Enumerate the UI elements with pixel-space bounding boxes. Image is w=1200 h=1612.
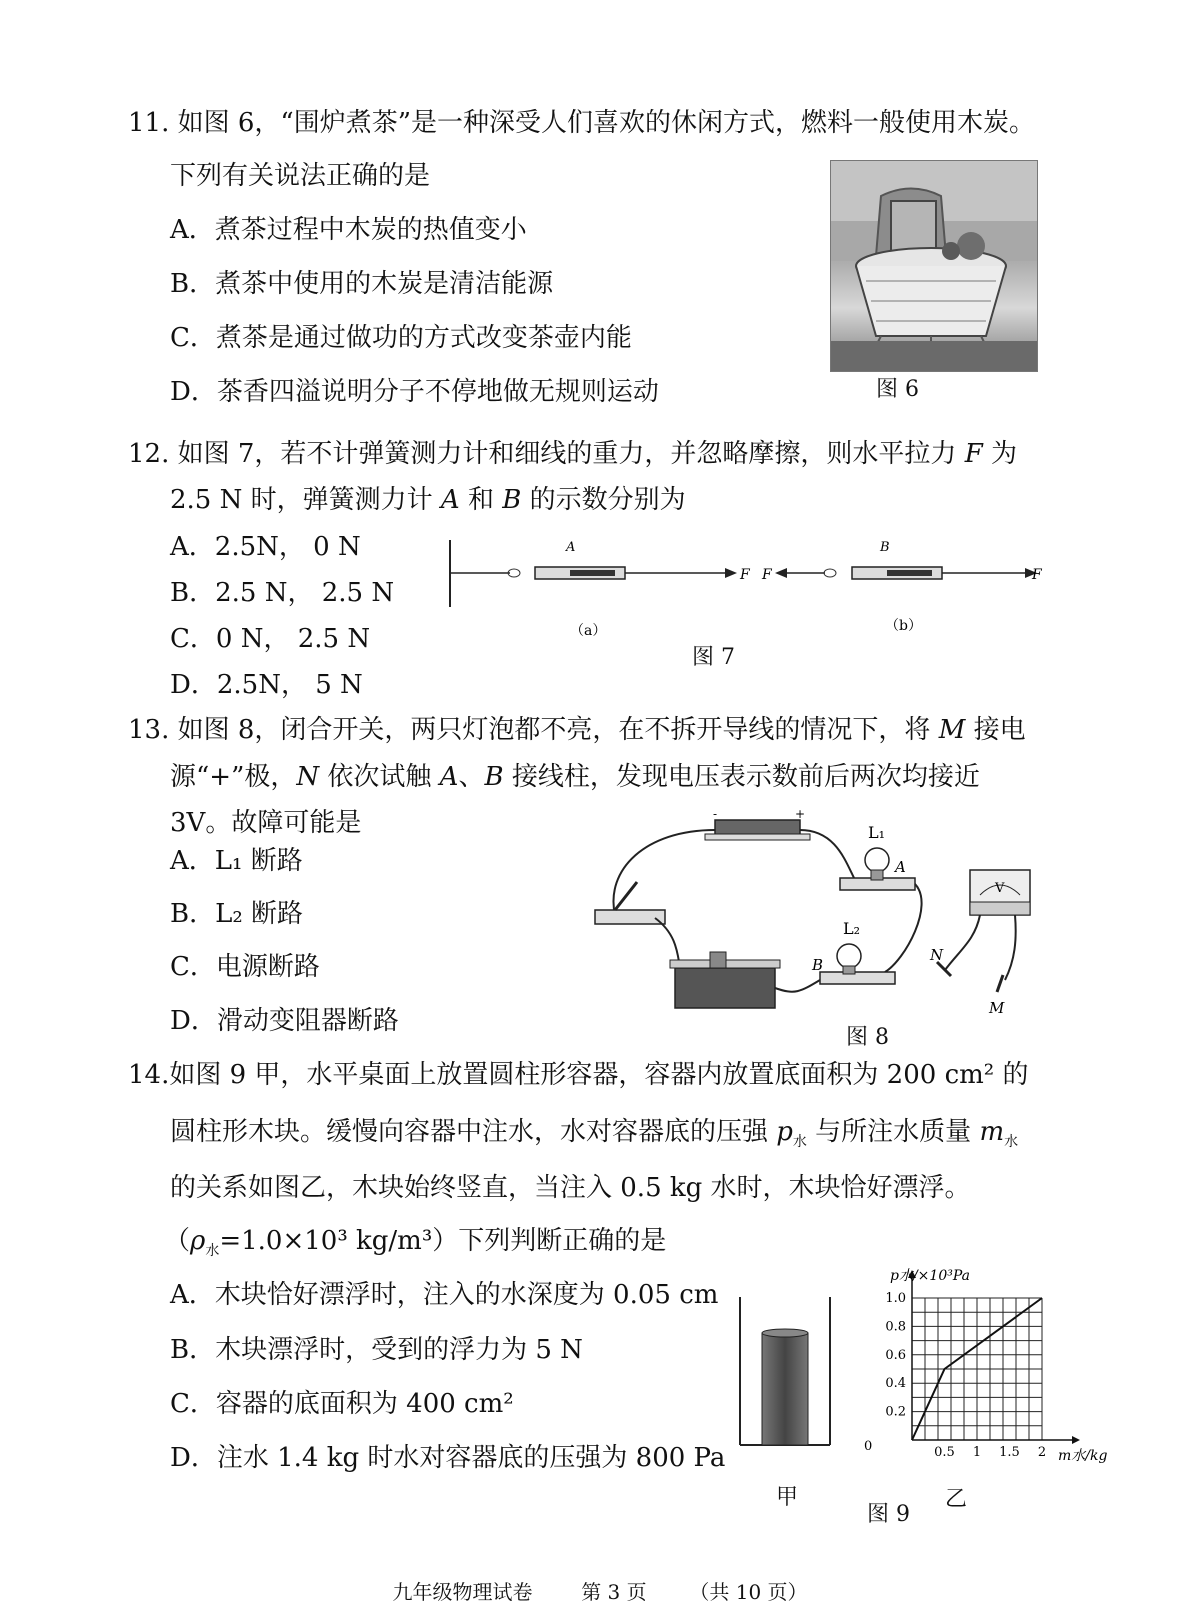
q12-stem-line1 [128,437,1017,471]
q14-option-b: B．木块漂浮时，受到的浮力为 5 N [170,1335,583,1365]
q11-option-d: D．茶香四溢说明分子不停地做无规则运动 [170,377,659,407]
q13-stem-line3: 3V。故障可能是 [170,808,362,838]
label-l2: L₂ [843,919,861,938]
x-tick-label: 0.5 [934,1445,955,1460]
footer-total: （共 10 页） [689,1580,808,1604]
footer-title: 九年级物理试卷 [392,1580,533,1604]
svg-text:-: - [713,810,718,821]
q11-stem-line2: 下列有关说法正确的是 [170,161,431,191]
q12-option-a: A．2.5N， 0 N [170,532,361,562]
sub-caption-a: （a） [570,623,607,639]
q12-stem1-post: 为 [982,439,1017,469]
bulb-l2 [837,944,861,968]
x-axis-arrow-icon [1072,1436,1080,1444]
q14-sub-water-m: 水 [1004,1134,1019,1151]
q11-stem-line1: 11. 如图 6，“围炉煮茶”是一种深受人们喜欢的休闲方式，燃料一般使用木炭。 [128,108,1036,138]
q11-option-a: A．煮茶过程中木炭的热值变小 [170,215,527,245]
chart-ticks [885,1291,1046,1460]
q12-var-b: B [502,485,522,515]
q13-stem1-post: 接电 [965,715,1026,745]
tea-stove-illustration [831,161,1037,371]
q13-stem2-pre: 源“+”极， [170,762,297,792]
y-tick-label: 0.4 [885,1376,906,1392]
label-m: M [989,999,1005,1017]
label-b: B [880,540,890,555]
label-jia: 甲 [776,1485,799,1510]
label-l1: L₁ [868,823,886,842]
fig6-caption: 图 6 [876,377,919,402]
q12-option-d: D．2.5N， 5 N [170,670,363,700]
chart-grid [912,1298,1042,1440]
label-yi: 乙 [945,1487,968,1512]
sub-caption-b: （b） [885,618,922,634]
q14-var-p: p [776,1117,793,1147]
q13-option-d: D．滑动变阻器断路 [170,1006,399,1036]
q14-stem-line4 [164,1224,666,1268]
y-tick-label: 0.2 [885,1404,906,1420]
q14-var-m: m [979,1117,1005,1147]
page-footer [0,1576,1200,1605]
chart-axes [908,1270,1080,1444]
q13-var-a: A [439,762,459,792]
switch [595,910,665,924]
arrow-head-icon [725,568,737,578]
y-tick-label: 0.6 [885,1347,906,1363]
fig9-chart [850,1260,1120,1480]
label-v: V [995,881,1005,896]
bulb-l2-base [820,972,895,984]
q12-var-a: A [440,485,460,515]
q12-stem2-post: 的示数分别为 [521,485,686,515]
q14-sub-water-rho: 水 [205,1243,220,1260]
q14-option-a: A．木块恰好漂浮时，注入的水深度为 0.05 cm [170,1280,719,1310]
arrow-head-left-icon [775,568,787,578]
q14-sub-water-p: 水 [792,1134,807,1151]
q12-stem2-mid: 和 [459,485,503,515]
fig7-caption: 图 7 [692,645,735,670]
label-n: N [930,946,944,964]
chart-xlabel: m水/kg [1058,1448,1108,1464]
q14-stem-line1: 14.如图 9 甲，水平桌面上放置圆柱形容器，容器内放置底面积为 200 cm² 的 [128,1060,1029,1090]
chart-ylabel: p水/×10³Pa [890,1268,970,1284]
q14-option-c: C．容器的底面积为 400 cm² [170,1389,514,1419]
wood-block [762,1333,808,1445]
q13-stem2-mid: 依次试触 [319,762,440,792]
q13-option-b: B．L₂ 断路 [170,899,304,929]
q12-var-f: F [964,439,983,469]
q14-stem-line3: 的关系如图乙，木块始终竖直，当注入 0.5 kg 水时，木块恰好漂浮。 [170,1173,971,1203]
q13-stem-line1 [128,713,1026,747]
q13-var-m: M [938,715,966,745]
tea-stove-photo [830,160,1038,372]
fig8-circuit [585,810,1045,1035]
fig7-spring-scales [440,535,1050,645]
q12-option-c: C．0 N， 2.5 N [170,624,371,654]
rheostat [675,968,775,1008]
q12-stem2-pre: 2.5 N 时，弹簧测力计 [170,485,441,515]
q13-sep: 、 [458,762,485,792]
q13-stem-line2 [170,760,980,794]
q12-stem-line2 [170,483,686,517]
q13-option-c: C．电源断路 [170,952,320,982]
q12-stem1-pre: 12. 如图 7，若不计弹簧测力计和细线的重力，并忽略摩擦，则水平拉力 [128,439,965,469]
x-tick-label: 1 [972,1445,982,1460]
q12-option-b: B．2.5 N， 2.5 N [170,578,395,608]
q14-stem-line2 [170,1115,1018,1159]
q13-var-n: N [296,762,320,792]
label-f-b-right: F [1032,567,1042,583]
y-tick-label: 1.0 [885,1291,906,1306]
fig9-container [735,1295,835,1455]
q13-var-b: B [484,762,504,792]
bulb-l1 [865,848,889,872]
q13-stem1-pre: 13. 如图 8，闭合开关，两只灯泡都不亮，在不拆开导线的情况下，将 [128,715,939,745]
x-tick-label: 1.5 [999,1445,1020,1460]
q14-stem4-post: =1.0×10³ kg/m³）下列判断正确的是 [219,1226,667,1256]
label-f-b-left: F [762,567,772,583]
y-tick-label: 0.8 [885,1319,906,1335]
q14-option-d: D．注水 1.4 kg 时水对容器底的压强为 800 Pa [170,1443,726,1473]
label-a: A [566,540,576,555]
fig9-caption: 图 9 [867,1502,910,1527]
label-b-terminal: B [812,956,824,974]
q11-option-b: B．煮茶中使用的木炭是清洁能源 [170,269,554,299]
q14-stem2-mid: 与所注水质量 [806,1117,980,1147]
label-a-terminal: A [895,858,906,876]
q13-option-a: A．L₁ 断路 [170,846,303,876]
chart-origin-label: 0 [864,1439,873,1454]
footer-page: 第 3 页 [581,1580,647,1604]
q14-var-rho: ρ [190,1226,206,1256]
fig8-caption: 图 8 [846,1025,889,1050]
q13-stem2-post: 接线柱，发现电压表示数前后两次均接近 [503,762,980,792]
svg-text:+: + [795,810,806,821]
q14-stem4-pre: （ [164,1226,191,1256]
label-f-a: F [740,567,750,583]
q11-option-c: C．煮茶是通过做功的方式改变茶壶内能 [170,323,632,353]
x-tick-label: 2 [1037,1445,1047,1460]
q14-stem2-pre: 圆柱形木块。缓慢向容器中注水，水对容器底的压强 [170,1117,777,1147]
